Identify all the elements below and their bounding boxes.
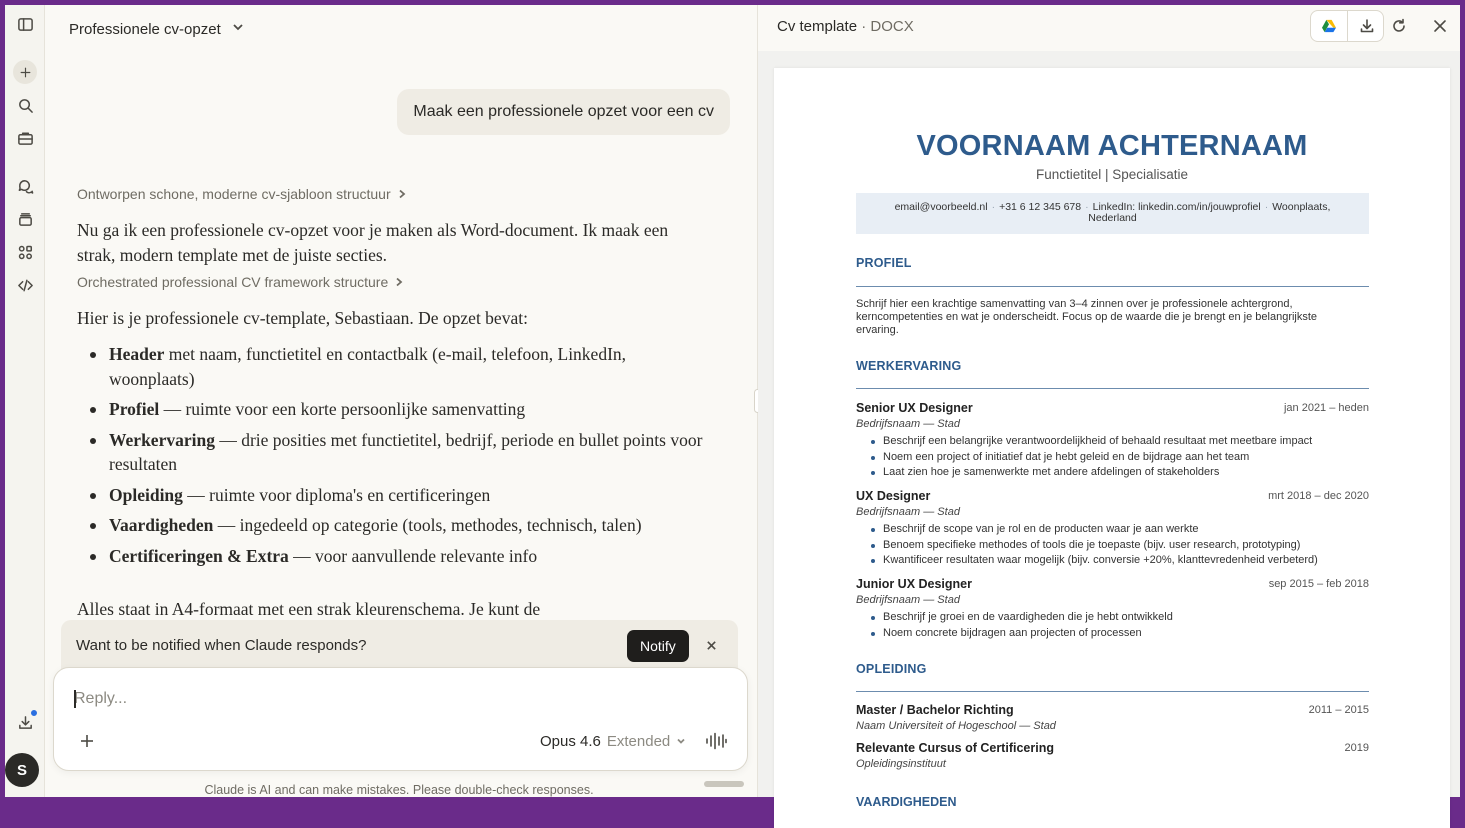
bullet-text: met naam, functietitel en contactbalk (e-mail, telefoon, LinkedIn, woonplaats) [109, 344, 627, 389]
list-item: Laat zien hoe je samenwerkte met andere afdelingen of stakeholders [883, 465, 1369, 481]
assistant-bullet-list [109, 342, 709, 574]
job-title: Senior UX Designer [856, 401, 973, 415]
job-company: Bedrijfsnaam — Stad [856, 506, 960, 518]
job-title: UX Designer [856, 489, 931, 503]
refresh-icon[interactable] [1387, 14, 1411, 38]
document-type: · DOCX [861, 18, 914, 35]
briefcase-icon[interactable] [11, 124, 39, 152]
notification-dot [30, 709, 38, 717]
code-icon[interactable] [11, 271, 39, 299]
new-chat-icon[interactable] [13, 60, 37, 84]
chevron-down-icon [676, 733, 686, 750]
profile-text: Schrijf hier een krachtige samenvatting van 3–4 zinnen over je professionele achtergrond, kerncompetenties en wat je onderscheidt. Focus op de waarde die je brengt en je belangrijkste ervaring. [856, 298, 1318, 336]
bullet-text: — ingedeeld op categorie (tools, methodes, technisch, talen) [213, 515, 642, 535]
reply-input[interactable] [74, 686, 714, 712]
job-bullets [856, 434, 1369, 481]
bullet-bold: Certificeringen & Extra [109, 545, 289, 566]
contact-phone: +31 6 12 345 678 [999, 201, 1082, 213]
thinking-summary-2[interactable] [77, 274, 404, 290]
section-heading-experience: WERKERVARING [856, 359, 962, 373]
document-actions [1310, 10, 1384, 42]
list-item: Beschrijf een belangrijke verantwoordelijkheid of behaald resultaat met meetbare impact [883, 434, 1369, 450]
list-item [109, 342, 709, 391]
chat-title: Professionele cv-opzet [69, 20, 221, 38]
user-message-text: Maak een professionele opzet voor een cv [413, 103, 714, 120]
education-entry [856, 703, 1369, 732]
notify-banner [61, 620, 738, 670]
projects-icon[interactable] [11, 205, 39, 233]
list-item [109, 513, 709, 538]
list-item: Beschrijf je groei en de vaardigheden die je hebt ontwikkeld [883, 610, 1369, 626]
model-selector[interactable] [540, 730, 686, 752]
contact-email: email@voorbeeld.nl [894, 201, 988, 213]
avatar[interactable] [5, 753, 39, 787]
search-icon[interactable] [11, 91, 39, 119]
list-item: Noem een project of initiatief dat je hebt geleid en de bijdrage aan het team [883, 450, 1369, 466]
contact-linkedin: LinkedIn: linkedin.com/in/jouwprofiel [1092, 201, 1261, 213]
sidebar-toggle-icon[interactable] [11, 10, 39, 38]
assistant-paragraph: Alles staat in A4-formaat met een strak kleurenschema. Je kunt de [77, 599, 541, 619]
assistant-paragraph: Hier is je professionele cv-template, Sebastiaan. De opzet bevat: [77, 308, 528, 328]
download-icon[interactable] [1348, 11, 1385, 41]
bullet-bold: Vaardigheden [109, 515, 214, 535]
bullet-text: — voor aanvullende relevante info [288, 545, 538, 566]
thinking-summary-1[interactable] [77, 186, 407, 202]
bullet-bold: Werkervaring [109, 429, 215, 450]
chat-title-menu[interactable] [69, 15, 245, 43]
reply-composer [53, 667, 748, 771]
job-bullets [856, 610, 1369, 641]
education-title: Relevante Cursus of Certificering [856, 741, 1054, 755]
section-divider [856, 286, 1369, 287]
thinking-summary-text: Ontworpen schone, moderne cv-sjabloon structuur [77, 186, 391, 202]
cv-name: VOORNAAM ACHTERNAAM [916, 130, 1308, 162]
chevron-right-icon [397, 186, 407, 202]
document-title [777, 18, 914, 35]
job-date: jan 2021 – heden [1283, 402, 1369, 414]
job-company: Bedrijfsnaam — Stad [856, 418, 960, 430]
job-title: Junior UX Designer [856, 577, 972, 591]
voice-mode-icon[interactable] [704, 729, 728, 753]
model-name: Opus 4.6 [540, 732, 601, 750]
education-institution: Opleidingsinstituut [856, 758, 946, 770]
chevron-right-icon [394, 274, 404, 290]
job-date: mrt 2018 – dec 2020 [1268, 490, 1369, 502]
list-item [109, 544, 709, 569]
job-entry [856, 577, 1369, 641]
list-item: Benoem specifieke methodes of tools die je toepaste (bijv. user research, prototyping) [883, 538, 1369, 554]
document-viewport[interactable] [758, 51, 1460, 809]
section-divider [856, 388, 1369, 389]
education-date: 2019 [1344, 742, 1369, 754]
list-item: Kwantificeer resultaten waar mogelijk (bijv. conversie +20%, klanttevredenheid verbeterd) [883, 553, 1369, 569]
close-icon[interactable] [1428, 14, 1452, 38]
section-heading-education: OPLEIDING [856, 662, 927, 676]
text-caret [74, 690, 76, 708]
education-date: 2011 – 2015 [1308, 704, 1369, 716]
close-icon[interactable] [701, 635, 721, 655]
list-item: Noem concrete bijdragen aan projecten of processen [883, 626, 1369, 642]
assistant-paragraph: Nu ga ik een professionele cv-opzet voor je maken als Word-document. Ik maak een strak, modern template met de juiste secties. [77, 220, 669, 265]
add-attachment-button[interactable] [76, 730, 98, 752]
bullet-text: — drie posities met functietitel, bedrijf, periode en bullet points voor resultaten [109, 429, 703, 474]
section-heading-profile: PROFIEL [856, 256, 912, 270]
chats-icon[interactable] [11, 172, 39, 200]
notify-button[interactable]: Notify [627, 630, 689, 662]
document-header [758, 5, 1460, 51]
bullet-text: — ruimte voor diploma's en certificeringen [182, 484, 491, 505]
user-message [397, 89, 730, 135]
job-entry [856, 401, 1369, 481]
contact-city: Woonplaats, Nederland [1088, 201, 1331, 224]
document-pane [758, 5, 1460, 809]
bullet-bold: Opleiding [109, 484, 183, 505]
cv-subtitle: Functietitel | Specialisatie [1035, 167, 1189, 182]
left-rail [5, 5, 45, 797]
job-company: Bedrijfsnaam — Stad [856, 594, 960, 606]
list-item [109, 397, 709, 422]
avatar-initial: S [16, 761, 27, 779]
bullet-text: — ruimte voor een korte persoonlijke samenvatting [159, 399, 526, 419]
notify-text: Want to be notified when Claude responds? [76, 636, 367, 654]
contact-bar: email@voorbeeld.nl · +31 6 12 345 678 · LinkedIn: linkedin.com/in/jouwprofiel · Woonplaats, Nederland [856, 193, 1369, 234]
list-item [109, 483, 709, 508]
chevron-down-icon [231, 20, 245, 39]
list-item [109, 428, 709, 477]
education-title: Master / Bachelor Richting [856, 703, 1014, 717]
list-item: Beschrijf de scope van je rol en de producten waar je aan werkte [883, 522, 1369, 538]
document-page [774, 68, 1450, 828]
bullet-bold: Profiel [109, 399, 160, 419]
job-bullets [856, 522, 1369, 569]
disclaimer: Claude is AI and can make mistakes. Please double-check responses. [204, 783, 594, 797]
job-date: sep 2015 – feb 2018 [1268, 578, 1369, 590]
thinking-summary-text: Orchestrated professional CV framework structure [77, 274, 389, 290]
app-window [5, 5, 1460, 809]
section-divider [856, 691, 1369, 692]
chat-pane [45, 5, 757, 797]
scrollbar[interactable] [704, 781, 744, 787]
model-mode: Extended [606, 732, 671, 750]
artifacts-icon[interactable] [11, 238, 39, 266]
download-app-icon[interactable] [11, 708, 39, 736]
bullet-bold: Header [109, 344, 165, 364]
google-drive-icon[interactable] [1311, 11, 1348, 41]
education-entry [856, 741, 1369, 770]
document-name: Cv template [777, 18, 858, 35]
section-heading-skills: VAARDIGHEDEN [856, 795, 957, 809]
education-institution: Naam Universiteit of Hogeschool — Stad [856, 720, 1056, 732]
job-entry [856, 489, 1369, 569]
